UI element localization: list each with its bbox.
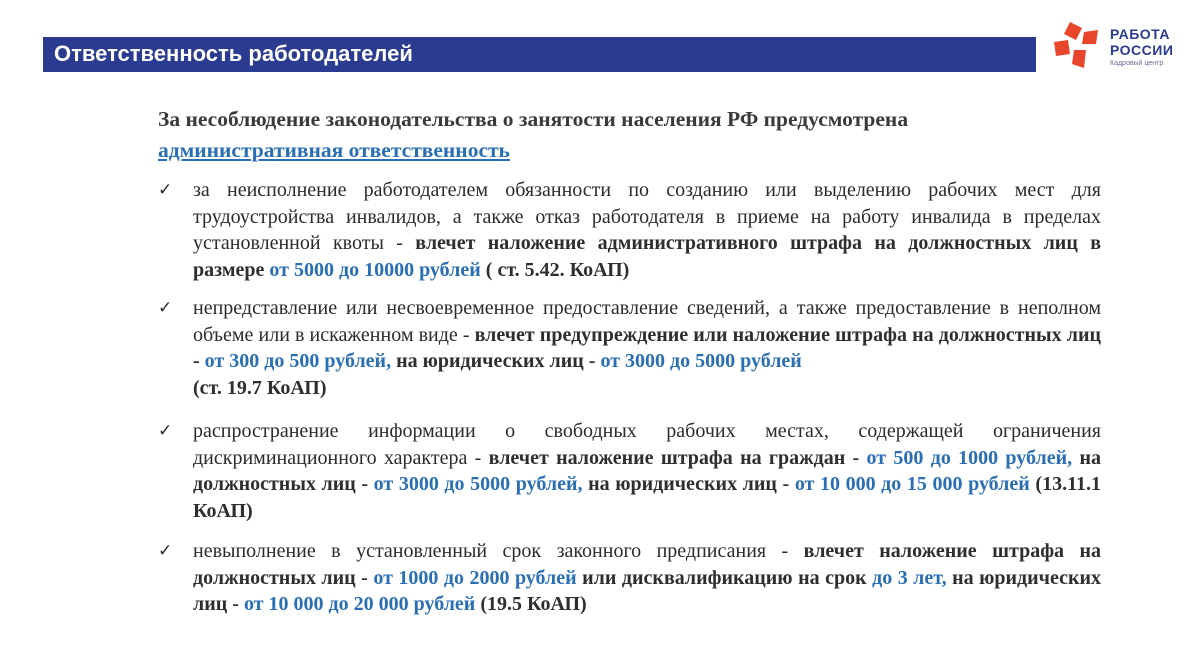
item-penalty-text: на юридических лиц - [193, 566, 1101, 615]
item-penalty-text: на должностных лиц - [193, 446, 1101, 495]
item-text [193, 418, 1101, 524]
item-plain-text: распространение информации о свободных рабочих местах, содержащей ограничения дискриминационного характера - [193, 420, 1101, 469]
intro-text: За несоблюдение законодательства о занятости населения РФ предусмотрена [158, 107, 909, 131]
item-penalty-text: на юридических лиц - [582, 473, 795, 495]
item-amount: от 500 до 1000 рублей, [866, 446, 1073, 469]
item-plain-text: непредставление или несвоевременное предоставление сведений, а также предоставление в неполном объеме или в искаженном виде - [193, 297, 1101, 346]
item-text [193, 538, 1101, 618]
item-amount: от 300 до 500 рублей, [204, 350, 392, 372]
logo-subtitle: Кадровый центр [1110, 60, 1164, 67]
item-penalty-text: или дисквалификацию на срок [576, 566, 873, 589]
item-amount: от 10 000 до 20 000 рублей [243, 593, 476, 615]
item-amount: от 3000 до 5000 рублей, [373, 473, 583, 495]
item-plain-text: невыполнение в установленный срок законного предписания - [193, 540, 804, 562]
page-title: Ответственность работодателей [54, 41, 413, 66]
intro-heading [158, 104, 1078, 166]
logo-line-2: РОССИИ [1110, 42, 1174, 58]
item-amount: от 10 000 до 15 000 рублей [794, 473, 1030, 495]
item-plain-text: за неисполнение работодателем обязанности по созданию или выделению рабочих мест для трудоустройства инвалидов, а также отказ работодателя в приеме на работу инвалида в пределах установленной квоты - [193, 179, 1101, 254]
item-penalty-text: влечет предупреждение или наложение штрафа на должностных лиц - [193, 323, 1102, 372]
item-reference: ( ст. 5.42. КоАП) [480, 258, 630, 281]
checkmark-icon: ✓ [158, 421, 173, 441]
item-amount: от 1000 до 2000 рублей [373, 566, 577, 589]
item-penalty-text: влечет наложение штрафа на должностных лиц - [193, 540, 1101, 589]
item-amount: от 3000 до 5000 рублей [600, 350, 802, 372]
liability-link[interactable]: административная ответственность [158, 138, 510, 162]
item-penalty-text: влечет наложение административного штрафа на должностных лиц в размере [193, 232, 1102, 281]
title-bar [43, 37, 1036, 72]
item-reference: (13.11.1 КоАП) [193, 473, 1101, 522]
item-amount: до 3 лет, [872, 566, 947, 589]
checkmark-icon: ✓ [158, 180, 173, 200]
checkmark-icon: ✓ [158, 541, 173, 561]
item-penalty-text: влечет наложение штрафа на граждан - [488, 446, 867, 469]
checkmark-icon: ✓ [158, 298, 173, 318]
item-penalty-text: на юридических лиц - [391, 350, 601, 372]
logo-mark-icon [1052, 20, 1104, 72]
item-text [193, 295, 1101, 401]
item-amount: от 5000 до 10000 рублей [269, 258, 481, 281]
logo-line-1: РАБОТА [1110, 26, 1170, 42]
rabota-rossii-logo [1052, 20, 1182, 72]
item-reference: (ст. 19.7 КоАП) [193, 376, 327, 399]
item-reference: (19.5 КоАП) [475, 593, 587, 615]
item-text [193, 177, 1101, 283]
